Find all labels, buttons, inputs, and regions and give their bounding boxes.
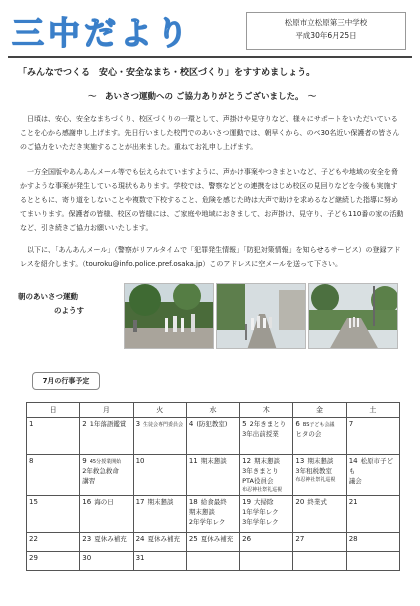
calendar-day-cell bbox=[186, 533, 239, 552]
calendar-day-cell bbox=[80, 455, 133, 496]
caption-line: のようす bbox=[54, 306, 84, 315]
calendar-day-cell bbox=[27, 533, 80, 552]
event-label: 議会 bbox=[348, 477, 362, 485]
day-number: 15 bbox=[29, 498, 38, 506]
calendar-day-cell bbox=[80, 552, 133, 571]
day-number: 10 bbox=[135, 457, 145, 465]
photo-caption bbox=[18, 290, 84, 318]
calendar-day-cell bbox=[186, 455, 239, 496]
calendar-day-cell bbox=[133, 552, 186, 571]
school-info-box bbox=[246, 12, 406, 50]
day-number: 30 bbox=[82, 554, 92, 562]
school-name: 松原市立松原第三中学校 bbox=[284, 18, 368, 27]
day-number: 27 bbox=[295, 535, 305, 543]
day-number: 24 bbox=[135, 535, 145, 543]
event-label: 講習 bbox=[82, 477, 96, 485]
paragraph-thanks bbox=[20, 112, 404, 154]
calendar-day-cell bbox=[346, 552, 399, 571]
calendar-day-cell bbox=[80, 533, 133, 552]
day-number: 16 bbox=[82, 498, 92, 506]
paragraph-text: 一方全国版やあんあんメール等でも伝えられていますように、声かけ事案やつきまといなど、子どもや地域の安全を脅かすような事案が発生している現状もあります。学校では、警察などとの連携をはじめ校区の見回りなどを今後も実施するとともに、寄り道をしないことや複数で下校すること、危険を感じた時は大声で助けを求めるなど継続した指導に努めてまいります。保護者の皆様、校区の皆様には、ご家庭や地域におきまして、お声掛け、見守り、子ども110番の家の活動など、引き続きご協力お願いいたします。 bbox=[20, 168, 404, 232]
photo-greeting-3 bbox=[308, 283, 398, 349]
paragraph-text: 以下に、「あんあんメール」（警察がリアルタイムで「犯罪発生情報」「防犯対策情報」を知らせるサービス）の登録アドレスを紹介します。（touroku@info.police.pref.osaka.jp）このアドレスに空メールを送って下さい。 bbox=[20, 246, 401, 268]
event-label: 終業式 bbox=[307, 498, 327, 506]
calendar-day-cell bbox=[186, 552, 239, 571]
calendar-day-cell bbox=[240, 496, 293, 533]
paragraph-safety bbox=[20, 165, 404, 235]
photo-greeting-2 bbox=[216, 283, 306, 349]
calendar-day-cell bbox=[240, 552, 293, 571]
calendar-day-cell bbox=[293, 418, 346, 455]
calendar-week-row bbox=[27, 455, 400, 496]
day-number: 21 bbox=[348, 498, 358, 506]
paragraph-mail bbox=[20, 243, 404, 271]
event-label: 期末懇談 bbox=[200, 457, 227, 465]
weekday-header: 金 bbox=[293, 403, 346, 418]
event-label: 3年きまとり bbox=[242, 467, 279, 475]
event-label: 給食最終 bbox=[200, 498, 227, 506]
event-label: 夏休み補充 bbox=[147, 535, 180, 543]
day-number: 1 bbox=[29, 420, 34, 428]
calendar-day-cell bbox=[240, 455, 293, 496]
calendar-day-cell bbox=[27, 418, 80, 455]
event-label: 夏休み補充 bbox=[200, 535, 234, 543]
day-number: 28 bbox=[348, 535, 358, 543]
day-number: 25 bbox=[188, 535, 198, 543]
event-label: 期末懇談 bbox=[254, 457, 281, 465]
day-number: 17 bbox=[135, 498, 145, 506]
day-number: 13 bbox=[295, 457, 305, 465]
weekday-header: 日 bbox=[27, 403, 80, 418]
event-label: 45分授業開始 bbox=[89, 459, 122, 465]
schedule-title: 7月の行事予定 bbox=[32, 372, 100, 390]
calendar-day-cell bbox=[293, 552, 346, 571]
event-label: 布忍神社祭礼巡視 bbox=[295, 477, 336, 483]
calendar-day-cell bbox=[133, 418, 186, 455]
day-number: 7 bbox=[348, 420, 354, 428]
calendar-day-cell bbox=[133, 496, 186, 533]
event-label: 松原市子ども bbox=[348, 457, 394, 475]
event-label: 期末懇談 bbox=[188, 508, 215, 516]
calendar-day-cell bbox=[27, 455, 80, 496]
event-label: 2年きまとり bbox=[249, 420, 287, 428]
calendar-day-cell bbox=[27, 496, 80, 533]
calendar-day-cell bbox=[293, 455, 346, 496]
event-label: (防犯教室) bbox=[196, 420, 228, 428]
photo-greeting-1 bbox=[124, 283, 214, 349]
calendar-week-row bbox=[27, 496, 400, 533]
header-divider bbox=[8, 56, 412, 58]
event-label: 海の日 bbox=[94, 498, 114, 506]
weekday-header: 月 bbox=[80, 403, 133, 418]
paragraph-text: 日頃は、安心、安全なまちづくり、校区づくりの一環として、声掛けや見守りなど、様々にサポートをいただいていることを心から感謝申し上げます。先日行いました校門でのあいさつ運動では、朝早くから、のべ30名近い保護者の皆さんのご協力をいただき実施することが出来ました。重ねてお礼申し上げます。 bbox=[20, 115, 400, 151]
day-number: 3 bbox=[135, 420, 141, 428]
day-number: 23 bbox=[82, 535, 92, 543]
event-label: 1年落語鑑賞 bbox=[89, 420, 127, 428]
subheadline: ～ あいさつ運動への ご協力ありがとうございました。 ～ bbox=[88, 92, 317, 102]
event-label: 生徒会専門委員会 bbox=[143, 422, 184, 428]
day-number: 19 bbox=[242, 498, 252, 506]
event-label: ヒタの会 bbox=[295, 430, 322, 438]
day-number: 2 bbox=[82, 420, 87, 428]
weekday-header: 水 bbox=[186, 403, 239, 418]
calendar-day-cell bbox=[346, 418, 399, 455]
day-number: 22 bbox=[29, 535, 38, 543]
calendar-day-cell bbox=[346, 455, 399, 496]
calendar-day-cell bbox=[293, 533, 346, 552]
calendar-day-cell bbox=[346, 533, 399, 552]
day-number: 18 bbox=[188, 498, 198, 506]
caption-line: 朝のあいさつ運動 bbox=[18, 292, 78, 301]
calendar-day-cell bbox=[186, 496, 239, 533]
calendar-week-row bbox=[27, 418, 400, 455]
calendar-day-cell bbox=[133, 533, 186, 552]
day-number: 12 bbox=[242, 457, 252, 465]
calendar-day-cell bbox=[80, 496, 133, 533]
event-label: 期末懇談 bbox=[147, 498, 174, 506]
event-label: 大掃除 bbox=[254, 498, 274, 506]
weekday-header: 火 bbox=[133, 403, 186, 418]
calendar-day-cell bbox=[346, 496, 399, 533]
day-number: 26 bbox=[242, 535, 252, 543]
calendar-day-cell bbox=[240, 418, 293, 455]
issue-date: 平成30年6月25日 bbox=[295, 31, 357, 40]
event-label: 1年学年レク bbox=[242, 508, 279, 516]
event-label: 3年出前授業 bbox=[242, 430, 279, 438]
event-label: 3年学年レク bbox=[242, 518, 279, 526]
calendar-day-cell bbox=[27, 552, 80, 571]
day-number: 9 bbox=[82, 457, 87, 465]
day-number: 20 bbox=[295, 498, 305, 506]
event-label: PTA役員会 bbox=[242, 477, 274, 485]
event-label: 布忍神社祭礼巡視 bbox=[242, 487, 283, 493]
day-number: 14 bbox=[348, 457, 358, 465]
calendar-day-cell bbox=[293, 496, 346, 533]
day-number: 8 bbox=[29, 457, 34, 465]
calendar-day-cell bbox=[133, 455, 186, 496]
day-number: 5 bbox=[242, 420, 247, 428]
event-label: BS子ども会議 bbox=[302, 422, 335, 428]
calendar-week-row bbox=[27, 552, 400, 571]
calendar-day-cell bbox=[186, 418, 239, 455]
day-number: 6 bbox=[295, 420, 300, 428]
headline: 「みんなでつくる 安心・安全なまち・校区づくり」をすすめましょう。 bbox=[18, 68, 316, 78]
day-number: 11 bbox=[188, 457, 198, 465]
event-label: 夏休み補充 bbox=[94, 535, 127, 543]
weekday-header: 木 bbox=[240, 403, 293, 418]
newsletter-title: 三中だより bbox=[12, 14, 193, 52]
day-number: 31 bbox=[135, 554, 145, 562]
day-number: 29 bbox=[29, 554, 38, 562]
calendar-day-cell bbox=[80, 418, 133, 455]
calendar-day-cell bbox=[240, 533, 293, 552]
event-label: 3年租税教室 bbox=[295, 467, 333, 475]
schedule-calendar bbox=[26, 402, 400, 571]
event-label: 2年学年レク bbox=[188, 518, 226, 526]
day-number: 4 bbox=[188, 420, 194, 428]
event-label: 2年救急救命 bbox=[82, 467, 119, 475]
weekday-header: 土 bbox=[346, 403, 399, 418]
calendar-week-row bbox=[27, 533, 400, 552]
event-label: 期末懇談 bbox=[307, 457, 334, 465]
